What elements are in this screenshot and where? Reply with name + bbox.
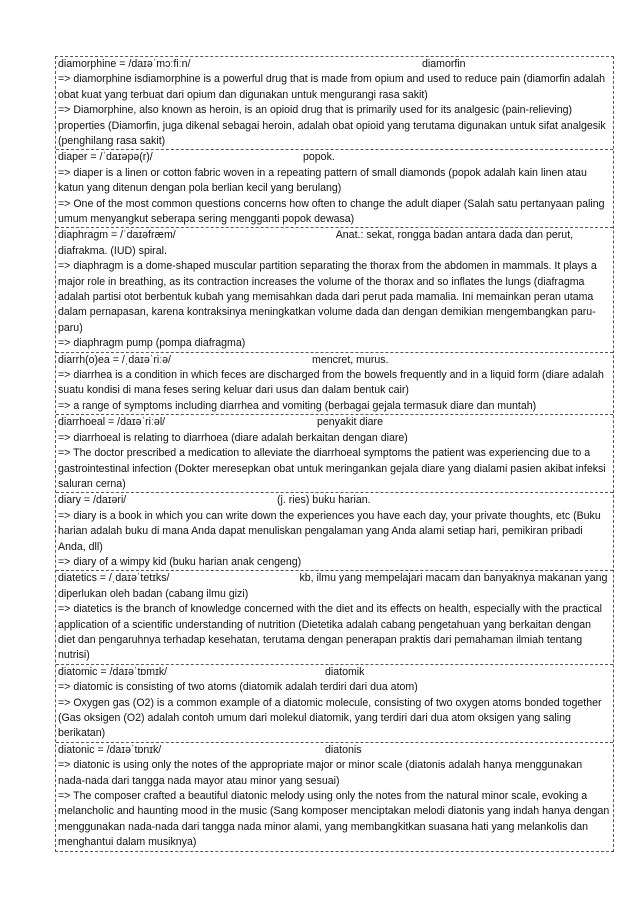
entry-line: => diaphragm is a dome-shaped muscular partition separating the thorax from the abdomen in mammals. It plays a major role in breathing, as its contraction increases the volume of the thorax and so inflates the lungs (diafragma adalah partisi otot berbentuk kubah yang memisahkan dada dari perut pada mamalia. Ini memainkan peran utama dalam pernapasan, karena kontraksinya meningkatkan volume dada dan dengan demikian mengembangkan paru-paru)	[58, 260, 597, 334]
entry-diatonic	[56, 743, 613, 851]
entry-head	[57, 743, 612, 758]
entry-head	[57, 353, 612, 368]
entry-term: diaper = /ˈdaɪəpə(r)/	[58, 151, 153, 164]
entry-diatetics	[56, 571, 613, 664]
entry-diarrhoeal	[56, 415, 613, 493]
entry-term: diaphragm = /ˈdaɪəfræm/	[58, 229, 176, 242]
entry-head	[57, 493, 612, 508]
entry-line: => diatomic is consisting of two atoms (diatomik adalah terdiri dari dua atom)	[58, 681, 418, 694]
entry-term: diamorphine = /daɪəˈmɔːfiːn/	[58, 58, 191, 70]
entry-diaphragm	[56, 228, 613, 352]
entry-term: diatonic = /daɪəˈtɒnɪk/	[58, 743, 162, 756]
entry-term: diatomic = /daɪəˈtɒmɪk/	[58, 665, 168, 678]
entry-line: => a range of symptoms including diarrhea and vomiting (berbagai gejala termasuk diare dan muntah)	[58, 399, 537, 412]
entry-line: => diaper is a linen or cotton fabric woven in a repeating pattern of small diamonds (popok adalah kain linen atau katun yang ditenun dengan pola berlian kecil yang berulang)	[58, 166, 587, 195]
entry-meaning: Anat.: sekat, rongga badan antara dada dan perut, diafrakma. (IUD) spiral.	[58, 229, 574, 257]
entry-term: diarrhoeal = /daɪəˈriːəl/	[58, 416, 166, 429]
entry-meaning: diatonis	[325, 743, 362, 756]
entry-meaning: popok.	[303, 151, 335, 164]
entry-head	[57, 228, 612, 259]
entry-line: => Oxygen gas (O2) is a common example of a diatomic molecule, consisting of two oxygen atoms bonded together (Gas oksigen (O2) adalah contoh umum dari molekul diatomik, yang terdiri dari dua atom oksigen yang saling berikatan)	[58, 696, 602, 740]
entry-diamorphine	[56, 57, 613, 150]
entry-line: => diamorphine isdiamorphine is a powerful drug that is made from opium and used to reduce pain (diamorfin adalah obat kuat yang terbuat dari opium dan digunakan untuk mengurangi rasa sakit)	[58, 73, 606, 101]
entry-meaning: diatomik	[325, 665, 365, 678]
entry-diaper	[56, 150, 613, 228]
entry-head	[57, 665, 612, 680]
entry-diary	[56, 493, 613, 571]
entry-meaning: penyakit diare	[317, 416, 383, 429]
entry-diatomic	[56, 665, 613, 743]
entry-diarrhea	[56, 353, 613, 416]
entry-line: => One of the most common questions concerns how often to change the adult diaper (Salah satu pertanyaan paling umum menyangkut seberapa sering mengganti popok dewasa)	[58, 197, 605, 226]
entry-line: => diatetics is the branch of knowledge concerned with the diet and its effects on health, especially with the practical application of a scientific understanding of nutrition (Dietetika adalah cabang pengetahuan yang berkaitan dengan diet dan pengaruhnya terhadap kesehatan, terutama dengan penerapan praktis dari pemahaman ilmiah tentang nutrisi)	[58, 603, 602, 662]
entry-head	[57, 571, 612, 602]
dictionary-page	[55, 56, 614, 852]
entry-line: => The composer crafted a beautiful diatonic melody using only the notes from the natural minor scale, evoking a melancholic and haunting mood in the music (Sang komposer menciptakan melodi diatonis yang indah hanya dengan menggunakan nada-nada dari tangga nada minor alami, yang membangkitkan suasana hati yang melankolis dan menghantui dalam musiknya)	[58, 789, 610, 849]
entry-meaning: kb, ilmu yang mempelajari macam dan banyaknya makanan yang diperlukan oleh badan (cabang ilmu gizi)	[58, 572, 608, 600]
entry-line: => diaphragm pump (pompa diafragma)	[58, 337, 246, 350]
entry-term: diary = /daɪəri/	[58, 494, 127, 507]
entry-line: => diarrhoeal is relating to diarrhoea (diare adalah berkaitan dengan diare)	[58, 431, 408, 444]
entry-line: => diatonic is using only the notes of the appropriate major or minor scale (diatonis adalah hanya menggunakan nada-nada dari tangga nada mayor atau minor yang sesuai)	[58, 759, 583, 787]
entry-head	[57, 415, 612, 430]
entry-line: => diary of a wimpy kid (buku harian anak cengeng)	[58, 555, 302, 568]
entry-line: => The doctor prescribed a medication to alleviate the diarrhoeal symptoms the patient was experiencing due to a gastrointestinal infection (Dokter meresepkan obat untuk meringankan gejala diare yang dialami pasien akibat infeksi saluran cerna)	[58, 447, 606, 490]
entry-term: diatetics = /ˌdaɪəˈtetɪks/	[58, 572, 170, 585]
entry-meaning: (j. ries) buku harian.	[277, 494, 371, 507]
entry-meaning: mencret, murus.	[312, 353, 389, 366]
entry-line: => diary is a book in which you can write down the experiences you have each day, your private thoughts, etc (Buku harian adalah buku di mana Anda dapat menuliskan pengalaman yang Anda alami setiap hari, pemikiran pribadi Anda, dll)	[58, 509, 601, 553]
entry-head	[57, 150, 612, 165]
entry-line: => diarrhea is a condition in which feces are discharged from the bowels frequently and in a liquid form (diare adalah suatu kondisi di mana feses sering keluar dari usus dan dalam bentuk cair)	[58, 369, 604, 397]
entry-meaning: diamorfin	[422, 58, 466, 70]
entry-line: => Diamorphine, also known as heroin, is an opioid drug that is primarily used for its analgesic (pain-relieving) properties (Diamorfin, juga dikenal sebagai heroin, adalah obat opioid yang terutama digunakan untuk sifat analgesik (penghilang rasa sakit)	[58, 104, 606, 148]
entry-head	[57, 57, 612, 72]
entry-term: diarrh(o)ea = /ˌdaɪəˈriːə/	[58, 353, 171, 366]
